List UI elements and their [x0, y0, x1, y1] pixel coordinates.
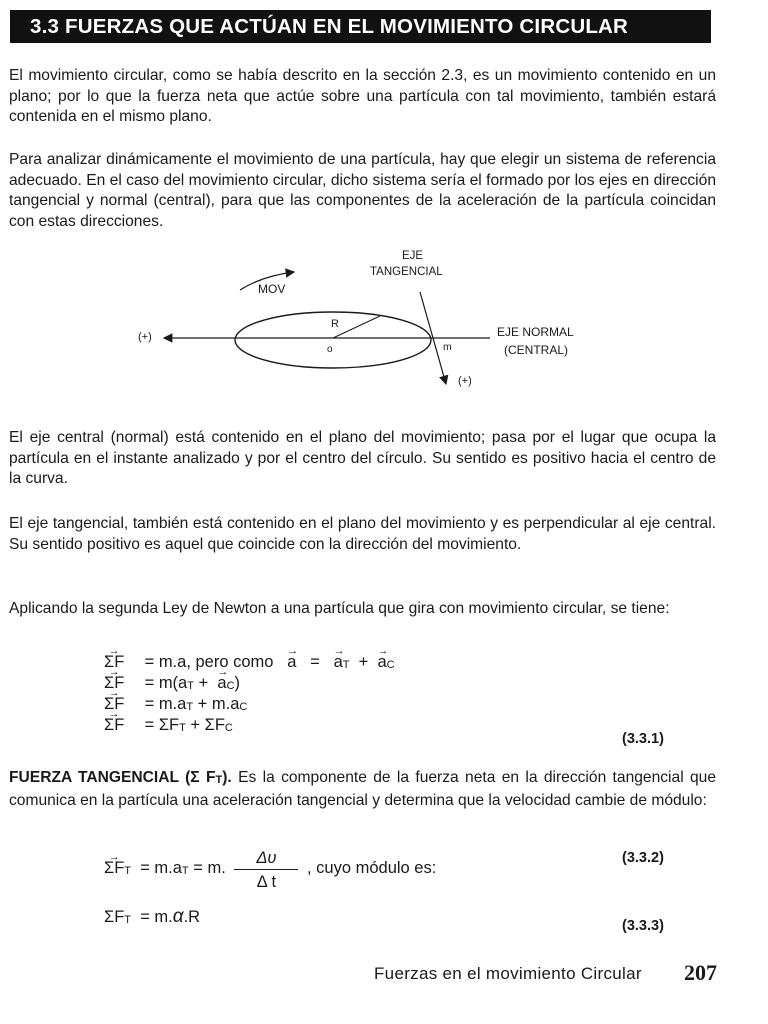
equation-number-332: (3.3.2) — [622, 850, 664, 866]
term-fuerza-tangencial-close: ). — [222, 769, 232, 786]
label-mov: MOV — [258, 282, 286, 296]
eq2-close: ) — [234, 674, 241, 692]
eq2-plus: + — [193, 674, 213, 692]
equation-row-1 — [104, 652, 395, 675]
equation-number-331: (3.3.1) — [622, 731, 664, 747]
term-fuerza-tangencial-sub: T — [215, 774, 223, 786]
label-plus-left: (+) — [138, 331, 152, 343]
eq2-rhs: = m(a — [144, 674, 188, 692]
label-center: o — [327, 344, 333, 355]
equation-row-5 — [104, 848, 436, 892]
eq6-lhs: ΣF — [104, 908, 125, 926]
eq1-plus: + — [358, 653, 369, 671]
equation-row-2 — [104, 673, 240, 696]
eq5-tail: , cuyo módulo es: — [306, 859, 437, 877]
page-number: 207 — [684, 960, 717, 985]
radius-line — [333, 316, 380, 338]
circular-motion-diagram — [0, 240, 768, 400]
equation-row-3 — [104, 694, 247, 717]
eq4-plus: + ΣF — [185, 716, 225, 734]
eq6-alpha: α — [172, 906, 184, 927]
label-mass: m — [443, 341, 452, 353]
label-eje-normal: EJE NORMAL — [497, 325, 574, 339]
eq5-lhs: → ΣF — [104, 858, 124, 878]
eq4-rhs: = ΣF — [144, 716, 180, 734]
fraction-denominator: Δ t — [256, 873, 277, 891]
label-tangencial: TANGENCIAL — [370, 266, 443, 278]
paragraph-newton: Aplicando la segunda Ley de Newton a una partícula que gira con movimiento circular, se tiene: — [9, 600, 670, 617]
paragraph-reference-system: Para analizar dinámicamente el movimiento de una partícula, hay que elegir un sistema de referencia adecuado. En el caso del movimiento circular, dicho sistema sería el formado por los ejes en dirección tangencial y normal (central), para que las componentes de la aceleración de la partícula coincidan con estas direcciones. — [9, 151, 716, 230]
eq5-mid-sub: T — [181, 865, 189, 877]
eq3-rhs: = m.a — [144, 695, 187, 713]
eq4-t: T — [179, 722, 186, 734]
eq3-c: C — [239, 701, 248, 713]
eq2-c: C — [226, 680, 235, 692]
label-plus-bottom: (+) — [458, 375, 472, 387]
paragraph-central-axis: El eje central (normal) está contenido en el plano del movimiento; pasa por el lugar que ocupa la partícula en el instante analizado y por el centro del círculo. Su sentido es positivo hacia el centro de la curva. — [9, 429, 716, 487]
eq3-t: T — [186, 701, 194, 713]
eq1-at: → a — [334, 652, 343, 672]
eq1-eq: = — [310, 653, 320, 671]
equation-row-6 — [104, 907, 200, 930]
paragraph-tangential-axis: El eje tangencial, también está contenido en el plano del movimiento y es perpendicular al eje central. Su sentido positivo es aquel que coincide con la dirección del movimiento. — [9, 515, 716, 553]
eq2-t: T — [187, 680, 194, 692]
eq4-c: C — [224, 722, 233, 734]
equation-row-4 — [104, 715, 233, 738]
eq1-rhs: = m.a, pero como — [144, 653, 274, 671]
eq1-lhs: → ΣF — [104, 652, 124, 672]
eq5-mid: = m.a — [140, 859, 182, 877]
eq4-lhs: → ΣF — [104, 715, 124, 735]
paragraph-fuerza-tangencial-text: Es la componente de la fuerza neta en la dirección tangencial que comunica en la partícula una aceleración tangencial y determina que la velocidad cambie de módulo: — [9, 769, 716, 809]
eq5-lhs-sub: T — [124, 865, 132, 877]
eq3-plus: + m.a — [193, 695, 240, 713]
eq6-lhs-sub: T — [124, 914, 132, 926]
paragraph-fuerza-tangencial — [9, 768, 716, 811]
eq6-rhs: = m. — [140, 908, 173, 926]
equation-number-333: (3.3.3) — [622, 918, 664, 934]
label-eje: EJE — [402, 250, 424, 262]
term-fuerza-tangencial: FUERZA TANGENCIAL (Σ F — [9, 769, 216, 786]
eq1-at-sub: T — [342, 659, 350, 671]
eq1-ac: → a — [377, 652, 386, 672]
fraction-numerator: Δυ — [234, 848, 298, 870]
label-radius: R — [331, 318, 339, 330]
section-title: 3.3 FUERZAS QUE ACTÚAN EN EL MOVIMIENTO CIRCULAR — [10, 10, 711, 43]
eq3-lhs: → ΣF — [104, 694, 124, 714]
eq2-ac: → a — [217, 673, 226, 693]
fraction-delta-v-delta-t — [234, 848, 298, 892]
label-central: (CENTRAL) — [504, 343, 569, 357]
eq2-lhs: → ΣF — [104, 673, 124, 693]
paragraph-intro: El movimiento circular, como se había descrito en la sección 2.3, es un movimiento contenido en un plano; por lo que la fuerza neta que actúe sobre una partícula con tal movimiento, también estará contenida en el mismo plano. — [9, 67, 716, 125]
eq1-ac-sub: C — [386, 659, 395, 671]
eq1-a: → a — [287, 652, 296, 672]
eq5-m: = m. — [188, 859, 226, 877]
eq6-end: .R — [183, 908, 201, 926]
footer-chapter-title: Fuerzas en el movimiento Circular — [374, 964, 642, 983]
